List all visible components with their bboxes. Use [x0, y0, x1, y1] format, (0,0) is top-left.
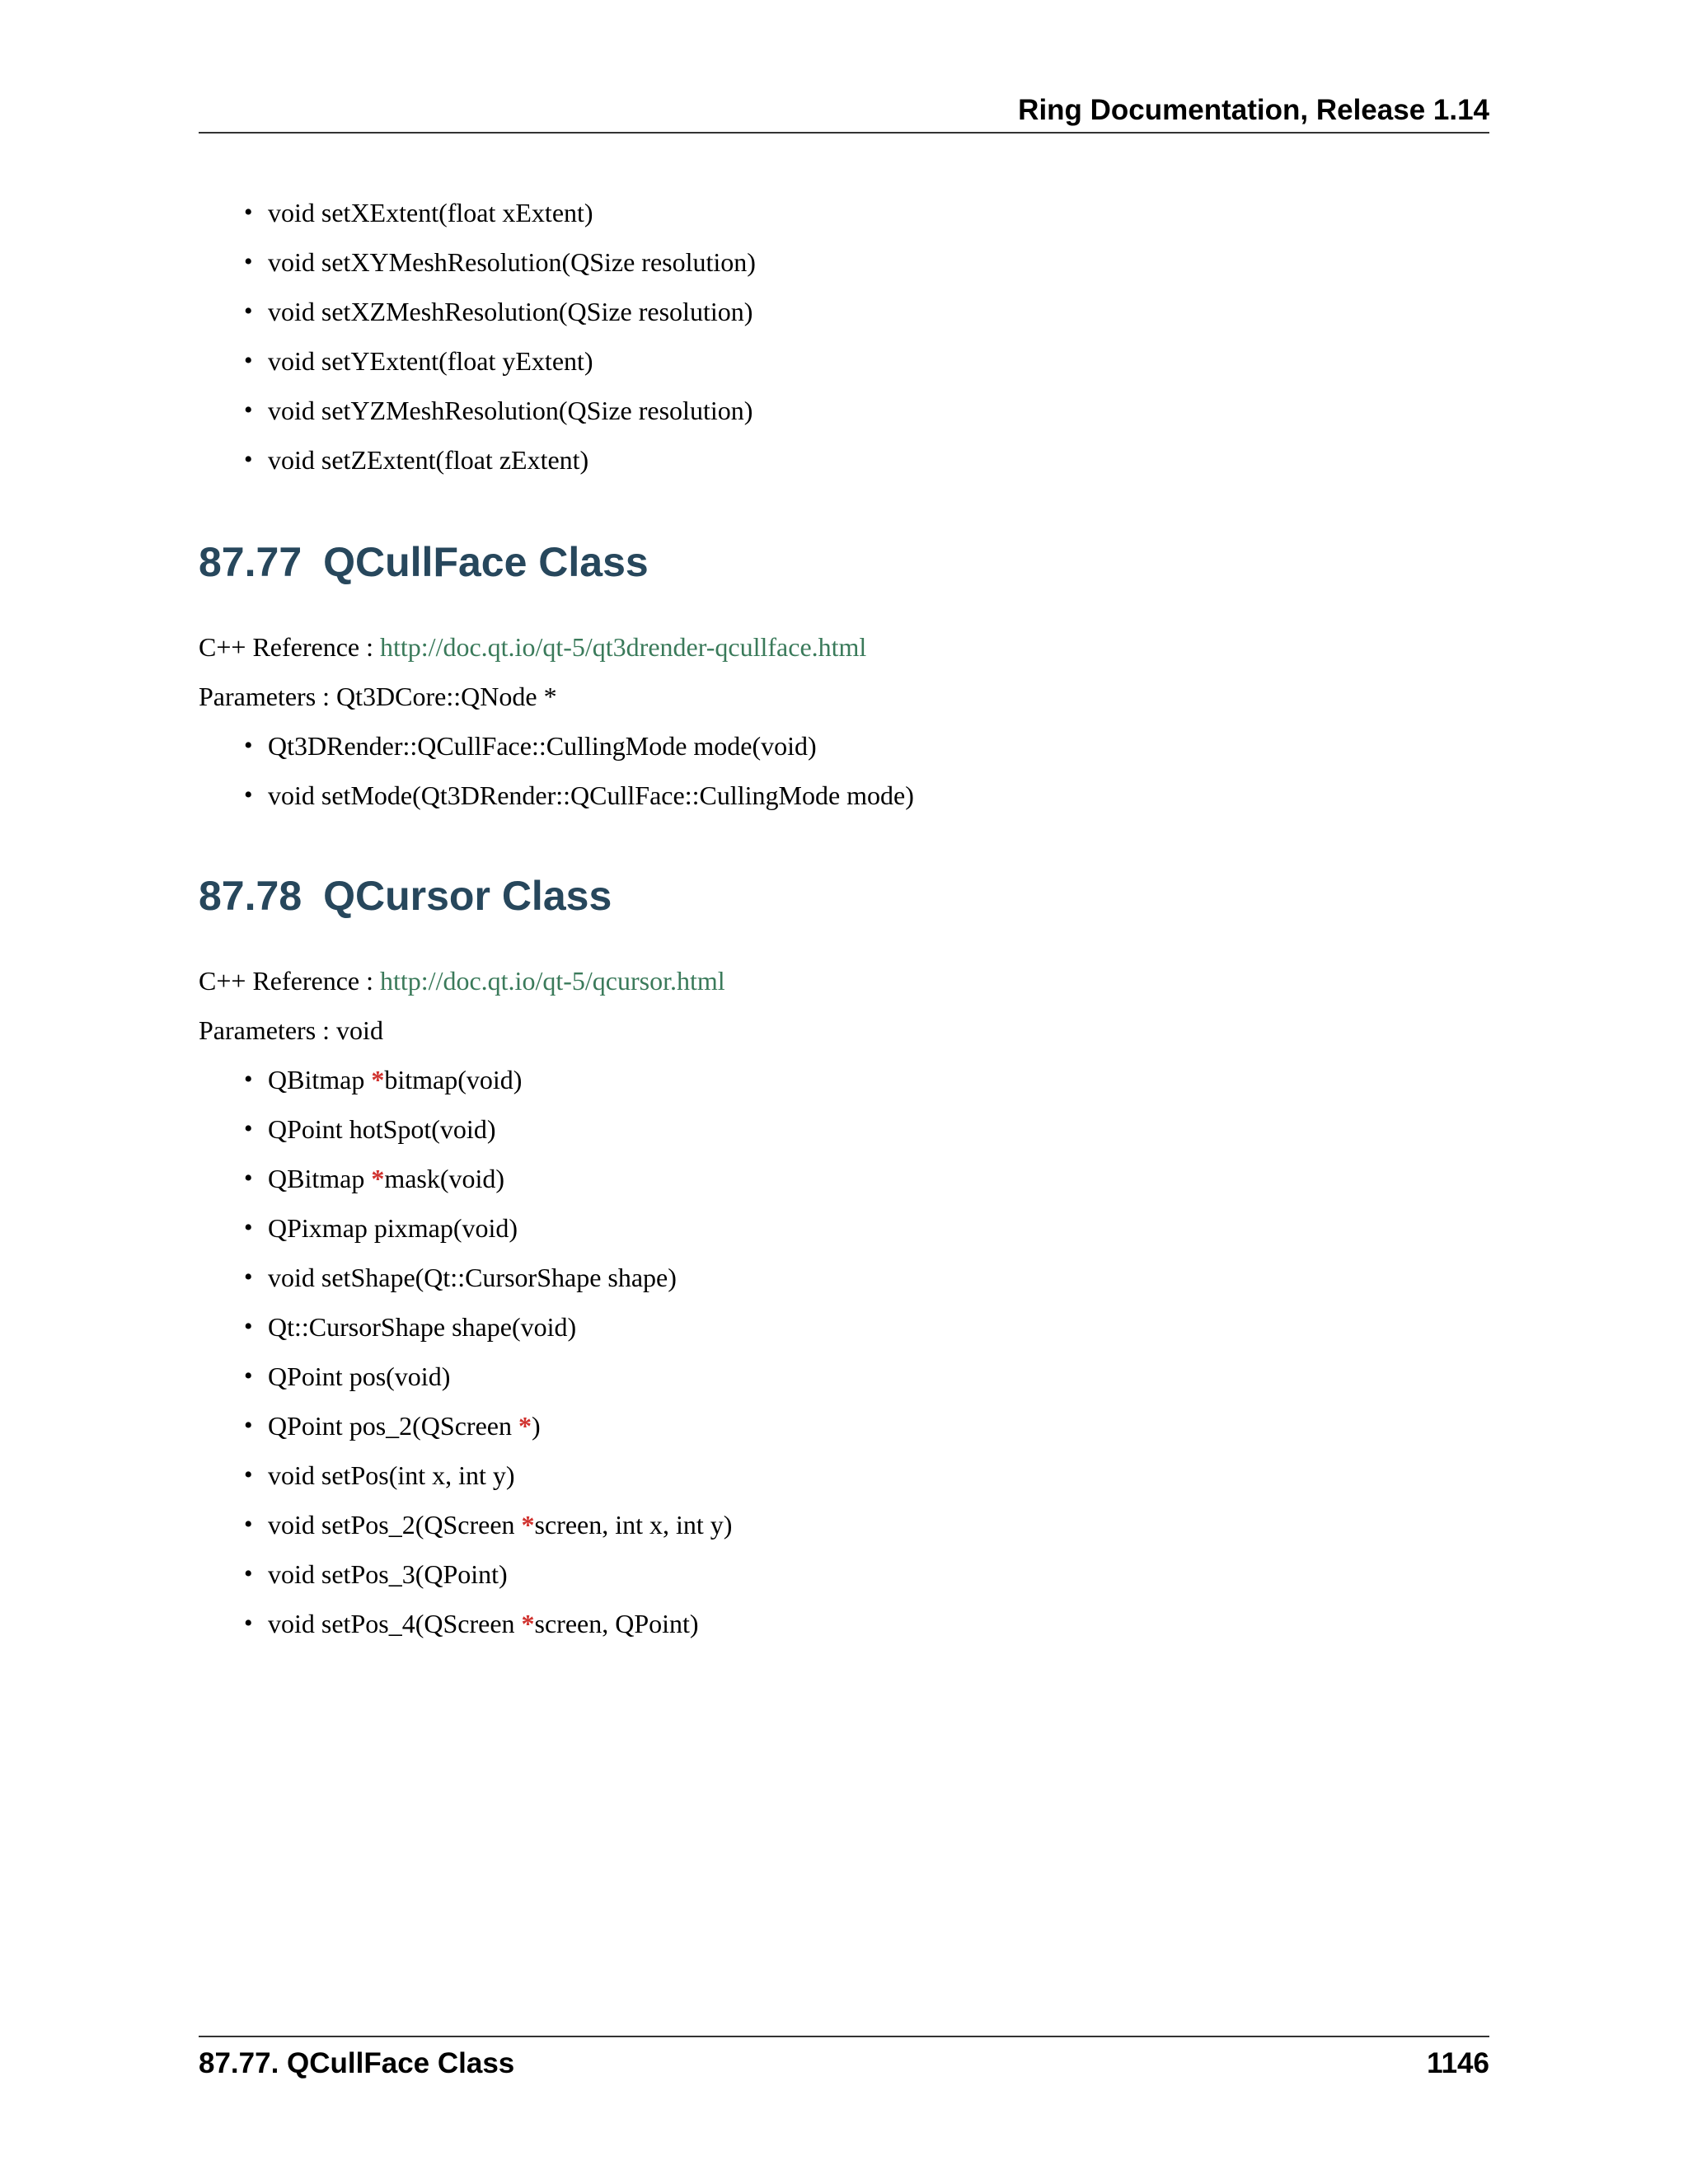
reference-label: C++ Reference :: [199, 632, 373, 662]
list-item: [244, 295, 756, 328]
page-number: 1146: [1427, 2047, 1489, 2079]
list-item: [244, 779, 914, 812]
method-text: screen, QPoint): [534, 1609, 699, 1638]
bullet-icon: •: [244, 1560, 253, 1587]
bullet-icon: •: [244, 1165, 253, 1192]
method-text: QPoint pos(void): [268, 1361, 451, 1391]
list-item: [244, 1113, 732, 1146]
bullet-icon: •: [244, 1214, 253, 1241]
pointer-star: *: [521, 1609, 535, 1638]
list-item: [244, 196, 756, 229]
method-signature: void setXZMeshResolution(QSize resolution): [268, 297, 753, 326]
section-heading-qcullface: [199, 537, 649, 587]
list-item: [244, 394, 756, 427]
list-item: [244, 1162, 732, 1195]
method-list-qcursor: [244, 1063, 732, 1657]
method-list-qcullface: [244, 729, 914, 828]
bullet-icon: •: [244, 1115, 253, 1142]
bullet-icon: •: [244, 781, 253, 808]
bullet-icon: •: [244, 248, 253, 275]
footer-section-title: 87.77. QCullFace Class: [199, 2047, 515, 2079]
bullet-icon: •: [244, 1313, 253, 1340]
bullet-icon: •: [244, 1511, 253, 1538]
method-list-continued: [244, 196, 756, 493]
method-text: QPoint hotSpot(void): [268, 1114, 496, 1144]
list-item: [244, 1360, 732, 1393]
pointer-star: *: [518, 1411, 532, 1441]
method-signature: void setYZMeshResolution(QSize resolution): [268, 396, 753, 425]
reference-link[interactable]: http://doc.qt.io/qt-5/qt3drender-qcullface.html: [380, 632, 867, 662]
method-signature: void setXYMeshResolution(QSize resolution): [268, 247, 756, 277]
parameters-line: Parameters : void: [199, 1015, 383, 1045]
page-header: [199, 92, 1489, 134]
list-item: [244, 1409, 732, 1442]
method-text: QBitmap: [268, 1065, 372, 1094]
section-title: QCullFace Class: [323, 539, 649, 585]
method-text: mask(void): [384, 1164, 505, 1193]
bullet-icon: •: [244, 1461, 253, 1488]
pointer-star: *: [521, 1510, 535, 1540]
cpp-reference: [199, 964, 725, 997]
section-title: QCursor Class: [323, 873, 612, 919]
method-signature: void setMode(Qt3DRender::QCullFace::CullingMode mode): [268, 780, 914, 810]
page-footer: [199, 2036, 1489, 2083]
bullet-icon: •: [244, 732, 253, 759]
list-item: [244, 1558, 732, 1591]
pointer-star: *: [371, 1065, 385, 1094]
method-text: void setPos_2(QScreen: [268, 1510, 522, 1540]
method-text: ): [531, 1411, 541, 1441]
bullet-icon: •: [244, 1362, 253, 1390]
method-text: QPixmap pixmap(void): [268, 1213, 518, 1243]
method-signature: void setZExtent(float zExtent): [268, 445, 589, 475]
section-number: 87.78: [199, 873, 302, 919]
reference-label: C++ Reference :: [199, 966, 373, 996]
bullet-icon: •: [244, 1610, 253, 1637]
method-signature: void setXExtent(float xExtent): [268, 198, 593, 227]
list-item: [244, 1508, 732, 1541]
list-item: [244, 1261, 732, 1294]
list-item: [244, 1212, 732, 1244]
list-item: [244, 344, 756, 377]
bullet-icon: •: [244, 298, 253, 325]
section-number: 87.77: [199, 539, 302, 585]
method-text: QBitmap: [268, 1164, 372, 1193]
bullet-icon: •: [244, 396, 253, 424]
method-text: void setShape(Qt::CursorShape shape): [268, 1263, 677, 1292]
section-heading-qcursor: [199, 871, 612, 921]
bullet-icon: •: [244, 199, 253, 226]
method-text: void setPos_3(QPoint): [268, 1559, 508, 1589]
bullet-icon: •: [244, 347, 253, 374]
list-item: [244, 1459, 732, 1492]
reference-link[interactable]: http://doc.qt.io/qt-5/qcursor.html: [380, 966, 725, 996]
document-title: Ring Documentation, Release 1.14: [1018, 94, 1489, 126]
bullet-icon: •: [244, 1066, 253, 1093]
method-text: bitmap(void): [384, 1065, 523, 1094]
bullet-icon: •: [244, 1412, 253, 1439]
method-text: screen, int x, int y): [534, 1510, 733, 1540]
bullet-icon: •: [244, 1263, 253, 1291]
method-text: void setPos(int x, int y): [268, 1460, 515, 1490]
method-text: QPoint pos_2(QScreen: [268, 1411, 518, 1441]
parameters-line: Parameters : Qt3DCore::QNode *: [199, 682, 557, 711]
list-item: [244, 246, 756, 279]
method-text: Qt::CursorShape shape(void): [268, 1312, 577, 1342]
list-item: [244, 1063, 732, 1096]
list-item: [244, 443, 756, 476]
bullet-icon: •: [244, 446, 253, 473]
list-item: [244, 729, 914, 762]
method-signature: void setYExtent(float yExtent): [268, 346, 593, 376]
cpp-reference: [199, 630, 866, 663]
list-item: [244, 1310, 732, 1343]
method-text: void setPos_4(QScreen: [268, 1609, 522, 1638]
method-signature: Qt3DRender::QCullFace::CullingMode mode(void): [268, 731, 817, 761]
pointer-star: *: [371, 1164, 385, 1193]
list-item: [244, 1607, 732, 1640]
